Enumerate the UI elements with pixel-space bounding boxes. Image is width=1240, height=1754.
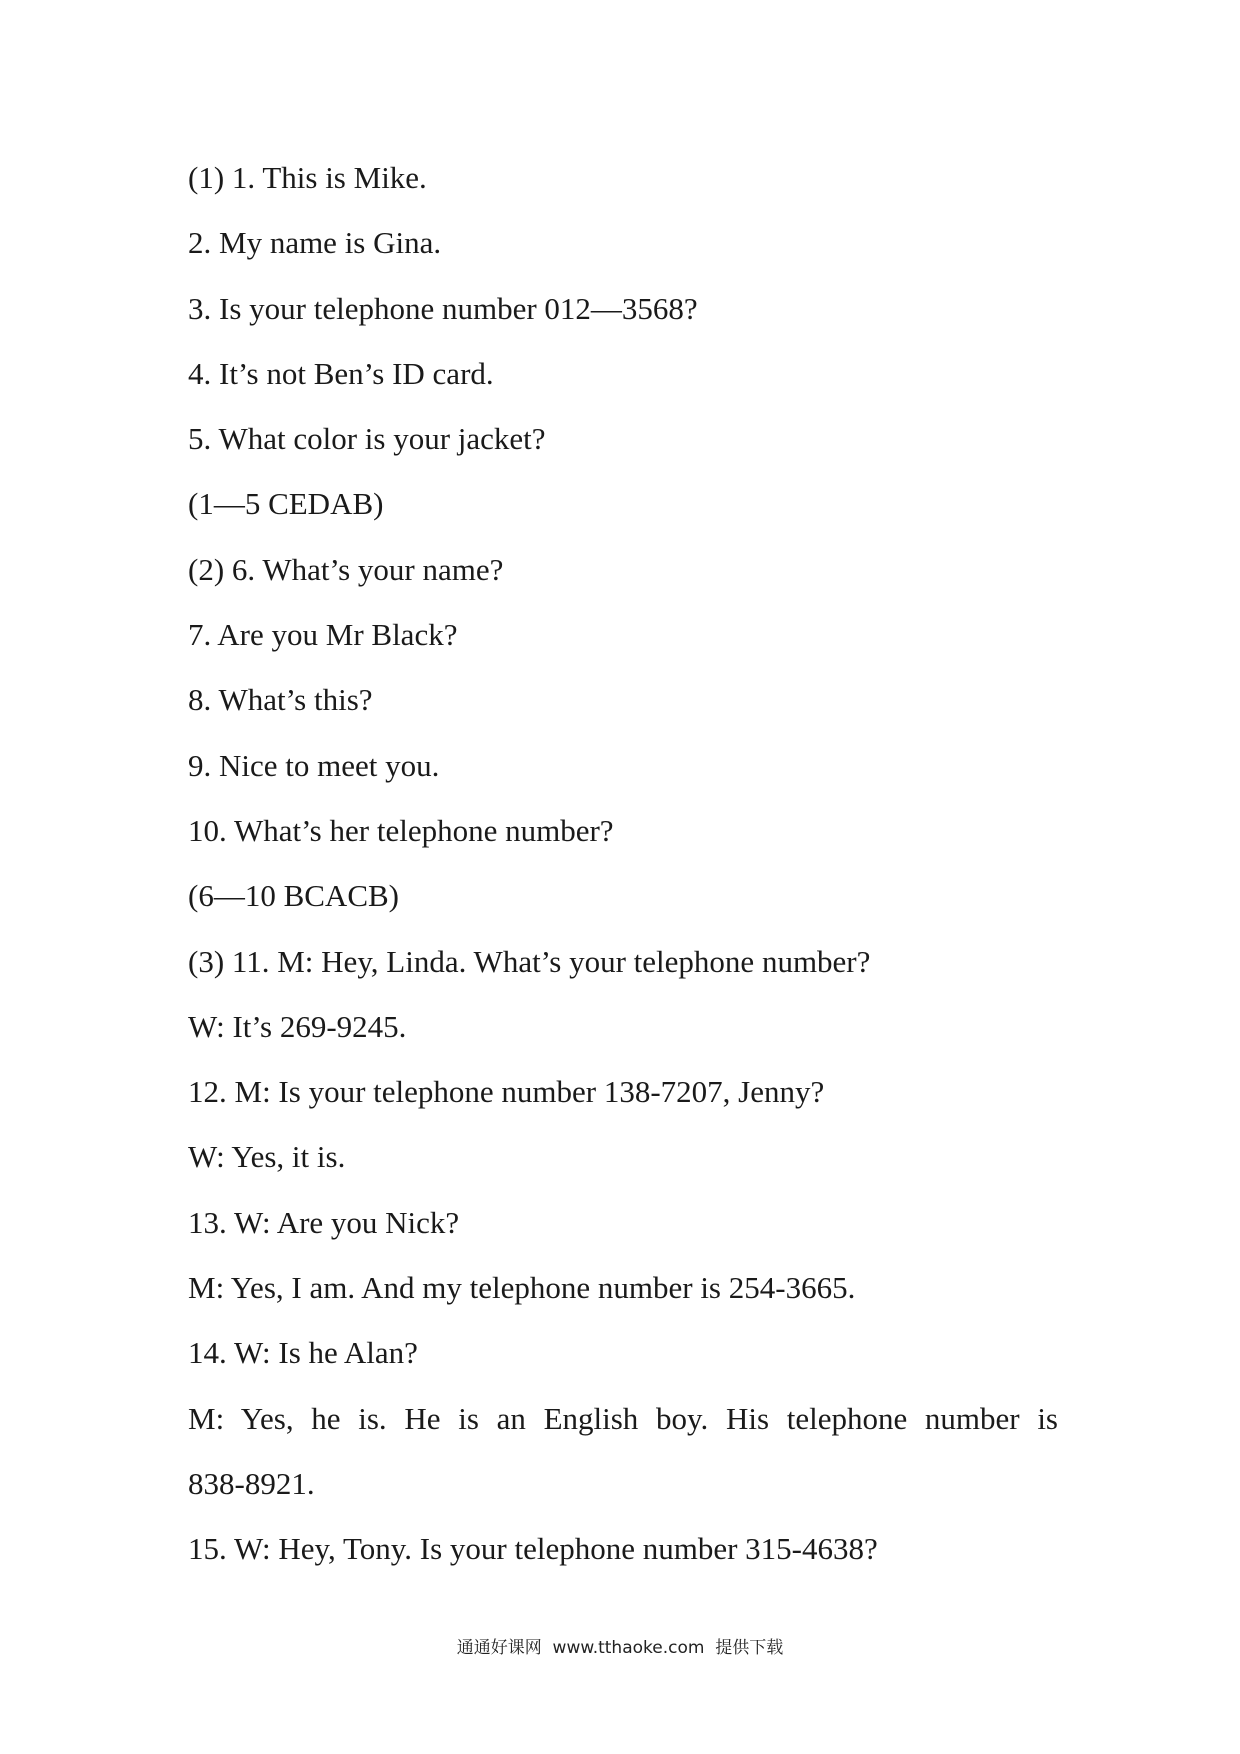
text-line: 2. My name is Gina. [188,225,442,261]
text-line: 8. What’s this? [188,682,373,718]
text-line: M: Yes, I am. And my telephone number is 254-3665. [188,1270,856,1306]
text-line: 10. What’s her telephone number? [188,812,614,848]
text-line: (1) 1. This is Mike. [188,160,427,195]
text-line: (3) 11. M: Hey, Linda. What’s your telephone number? [188,943,871,979]
text-line: 9. Nice to meet you. [188,747,440,783]
text-line: 13. W: Are you Nick? [188,1204,460,1240]
answer-key-line: (6—10 BCACB) [188,878,399,914]
text-line: (2) 6. What’s your name? [188,551,504,587]
text-line: 3. Is your telephone number 012—3568? [188,290,698,326]
text-line: 7. Are you Mr Black? [188,617,458,653]
text-line: M: Yes, he is. He is an English boy. His telephone number is [188,1400,1058,1436]
text-line: 12. M: Is your telephone number 138-7207, Jenny? [188,1074,825,1110]
answer-key-line: (1—5 CEDAB) [188,486,384,522]
text-line: 15. W: Hey, Tony. Is your telephone number 315-4638? [188,1531,878,1567]
text-line: W: It’s 269-9245. [188,1008,407,1044]
text-line: W: Yes, it is. [188,1139,346,1175]
text-line: 14. W: Is he Alan? [188,1335,418,1371]
text-line: 5. What color is your jacket? [188,421,546,457]
text-line: 4. It’s not Ben’s ID card. [188,355,494,391]
answer-text-block [188,158,1058,1595]
page-footer: 通通好课网 www.tthaoke.com 提供下载 [456,1638,784,1658]
text-line: 838-8921. [188,1465,315,1501]
